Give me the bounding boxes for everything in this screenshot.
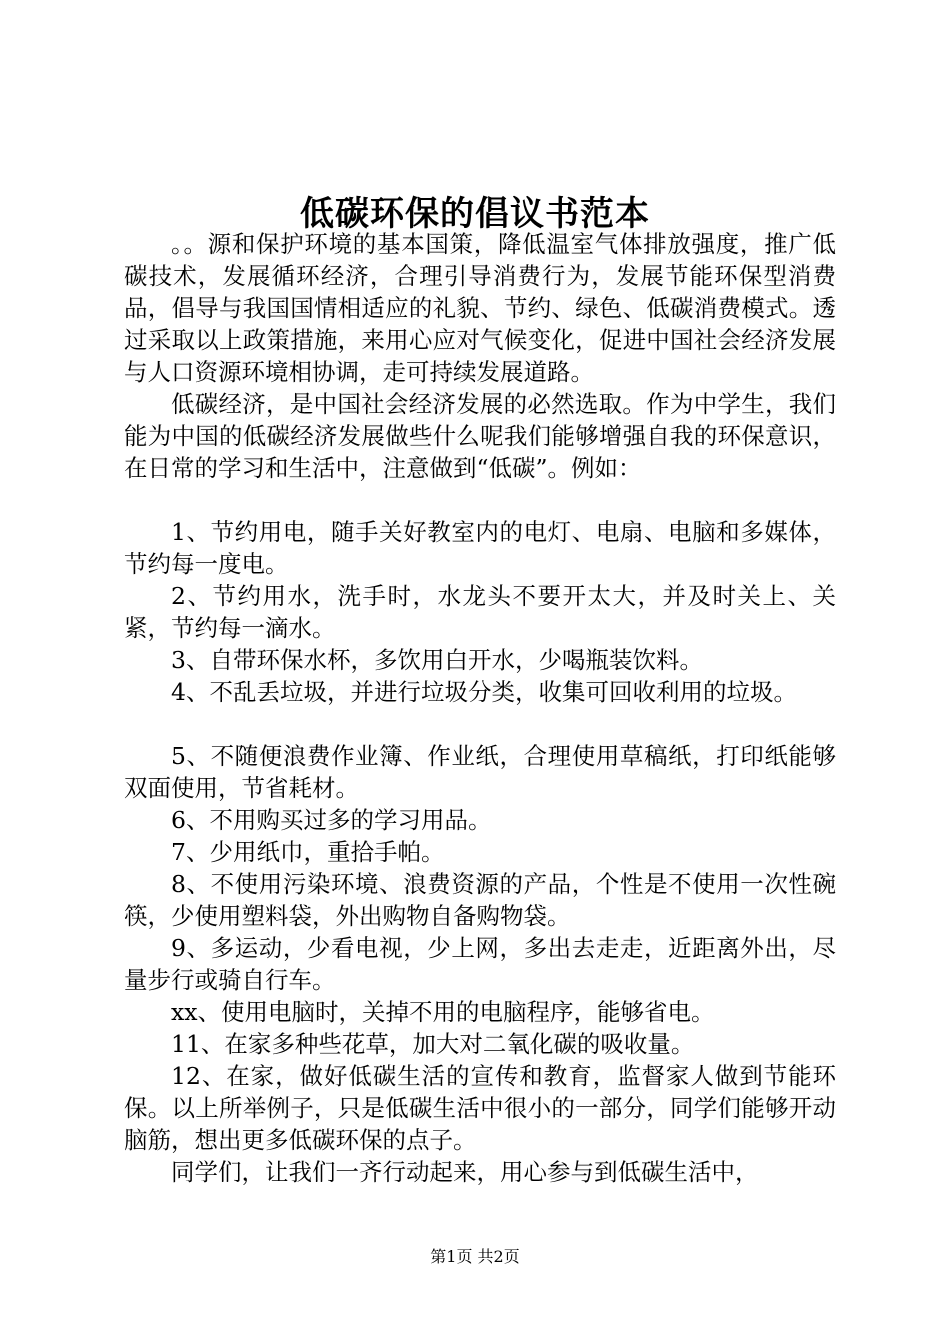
list-item: xx、使用电脑时，关掉不用的电脑程序，能够省电。 (171, 998, 715, 1026)
blank-line (124, 484, 836, 516)
document-title: 低碳环保的倡议书范本 (300, 194, 650, 234)
list-item: 1、节约用电，随手关好教室内的电灯、电扇、电脑和多媒体，节约每一度电。 (124, 518, 836, 578)
paragraph: 低碳经济，是中国社会经济发展的必然选取。作为中学生，我们能为中国的低碳经济发展做些什么呢我们能够增强自我的环保意识，在日常的学习和生活中，注意做到“低碳”。例如： (124, 390, 836, 482)
list-item: 6、不用购买过多的学习用品。 (171, 806, 492, 834)
page-number-footer: 第1页 共2页 (430, 1247, 520, 1266)
list-item: 3、自带环保水杯，多饮用白开水，少喝瓶装饮料。 (171, 646, 703, 674)
blank-line (124, 708, 836, 740)
paragraph: 。。源和保护环境的基本国策，降低温室气体排放强度，推广低碳技术，发展循环经济，合理引导消费行为，发展节能环保型消费品，倡导与我国国情相适应的礼貌、节约、绿色、低碳消费模式。透过采取以上政策措施，来用心应对气候变化，促进中国社会经济发展与人口资源环境相协调，走可持续发展道路。 (124, 230, 836, 386)
list-item: 7、少用纸巾，重拾手帕。 (171, 838, 445, 866)
list-item: 5、不随便浪费作业簿、作业纸，合理使用草稿纸，打印纸能够双面使用，节省耗材。 (124, 742, 836, 802)
list-item: 11、在家多种些花草，加大对二氧化碳的吸收量。 (171, 1030, 695, 1058)
list-item: 9、多运动，少看电视，少上网，多出去走走，近距离外出，尽量步行或骑自行车。 (124, 934, 836, 994)
list-item: 4、不乱丢垃圾，并进行垃圾分类，收集可回收利用的垃圾。 (171, 678, 797, 706)
list-item: 8、不使用污染环境、浪费资源的产品，个性是不使用一次性碗筷，少使用塑料袋，外出购物自备购物袋。 (124, 870, 836, 930)
list-item: 12、在家，做好低碳生活的宣传和教育，监督家人做到节能环保。以上所举例子，只是低碳生活中很小的一部分，同学们能够开动脑筋，想出更多低碳环保的点子。 (124, 1062, 836, 1154)
list-item: 2、节约用水，洗手时，水龙头不要开太大，并及时关上、关紧，节约每一滴水。 (124, 582, 836, 642)
paragraph: 同学们，让我们一齐行动起来，用心参与到低碳生活中， (171, 1158, 759, 1186)
document-body (124, 228, 836, 1188)
